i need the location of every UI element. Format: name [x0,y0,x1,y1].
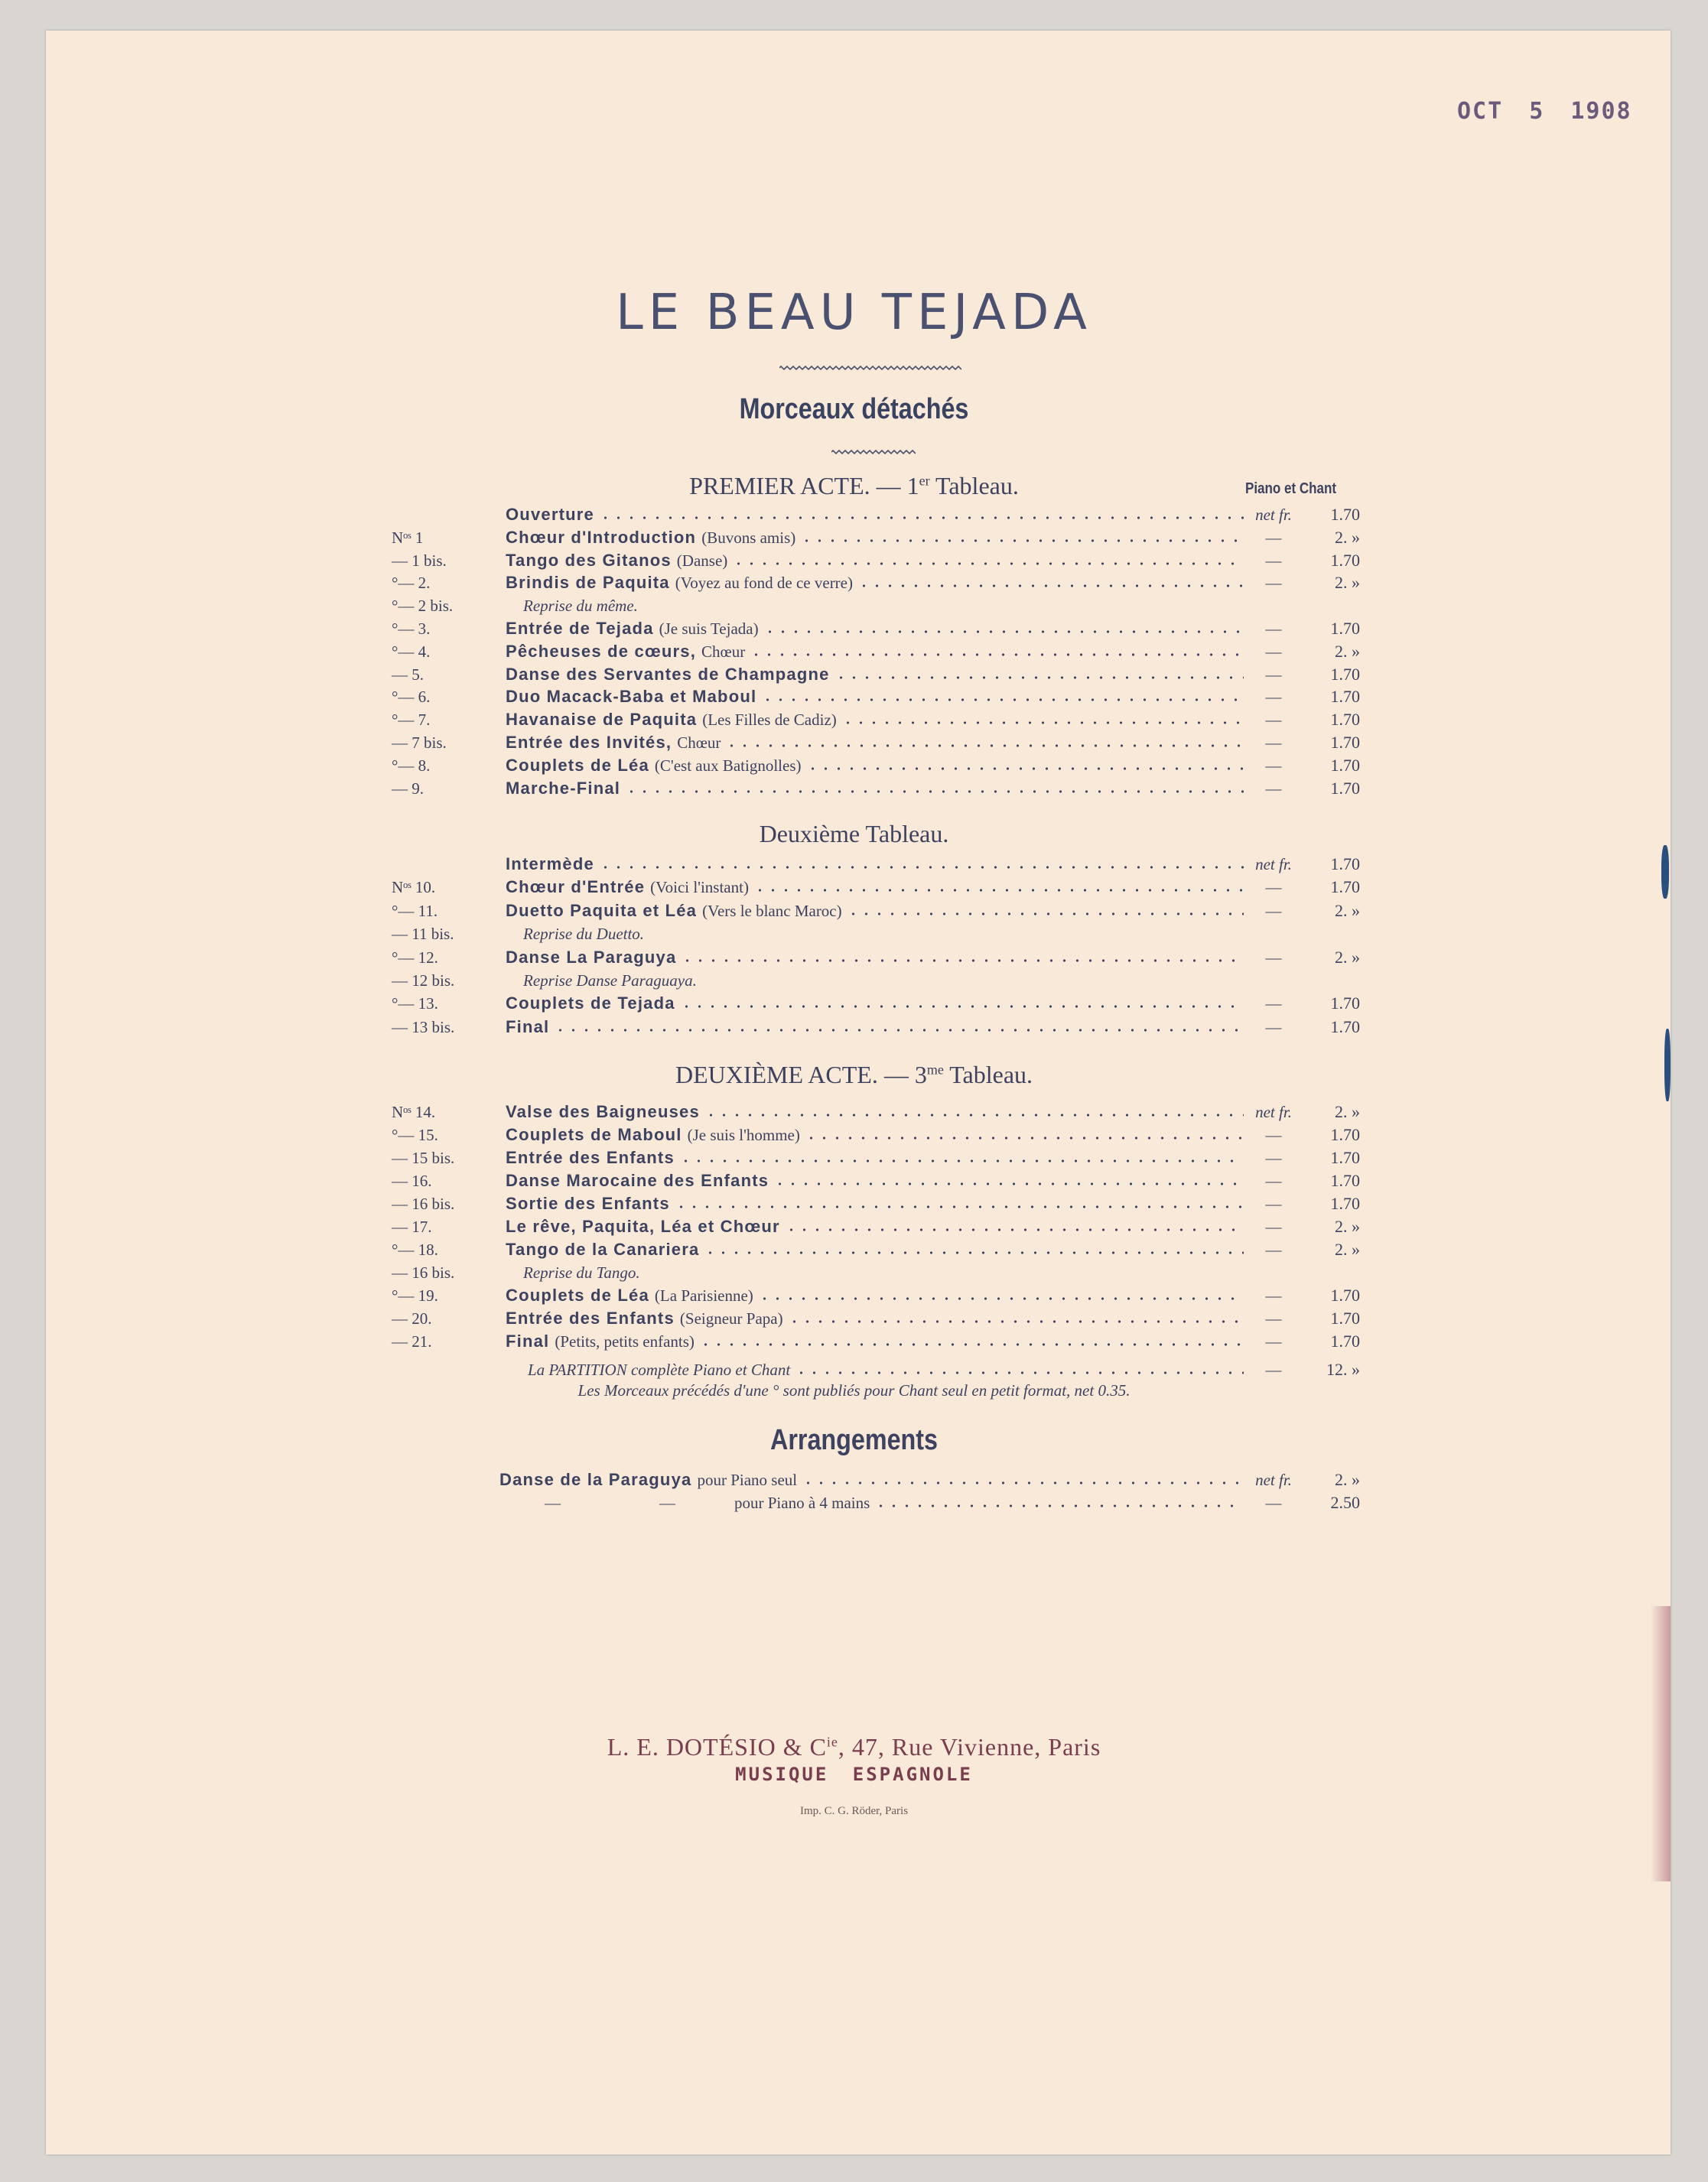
tableau-sup: me [926,1062,944,1078]
table-row [0,1169,1708,1192]
table-row [0,640,1708,663]
dot-leader [857,580,1244,588]
item-title: Tango de la Canariera [506,1240,700,1259]
item-number: — 16. [392,1172,432,1190]
price: 1.70 [1330,877,1360,897]
price: 1.70 [1330,778,1360,798]
item-subtitle: Chœur [677,733,721,752]
item-number: °— 12. [392,948,438,967]
item-subtitle: (C'est aux Batignolles) [654,756,802,775]
item-number: °— 6. [392,688,431,707]
ink-mark [1664,1029,1671,1101]
table-row [0,549,1708,572]
item-number: °— 11. [392,901,438,920]
item-title: Le rêve, Paquita, Léa et Chœur [506,1217,780,1236]
table-row [0,594,1708,617]
item-title: Pêcheuses de cœurs, [506,641,697,661]
item-number: — 1 bis. [392,551,447,570]
item-body [506,876,1244,899]
table-row [0,1192,1708,1215]
price: 1.70 [1330,1309,1360,1328]
item-title: Chœur d'Introduction [506,527,697,547]
dot-leader [680,1001,1244,1009]
table-row [0,969,1708,992]
price: 1.70 [1330,687,1360,707]
price-mark: — [1265,779,1282,798]
dot-leader [704,1247,1244,1255]
price: 1.70 [1330,710,1360,730]
price-mark: — [1265,1149,1282,1167]
publisher-sup: ie [826,1734,838,1750]
table-row [0,708,1708,731]
printer-credit: Imp. C. G. Röder, Paris [799,1805,909,1817]
item-body [506,503,1244,526]
item-number: — 21. [392,1332,432,1351]
item-body [506,640,1244,663]
item-number: °— 4. [392,642,431,661]
item-title: Danse des Servantes de Champagne [506,664,830,684]
dot-leader [699,1339,1244,1347]
arrangement-instrument: pour Piano seul [697,1471,798,1489]
item-number: — 12 bis. [392,971,455,990]
sheet-page [46,31,1671,2154]
table-row [0,663,1708,686]
price: 2. » [1335,641,1360,661]
item-number: Nᵒˢ 1 [392,528,424,547]
item-number: — 15 bis. [392,1149,455,1167]
dot-leader [834,672,1244,680]
item-title: Tango des Gitanos [506,550,672,570]
item-body [506,526,1244,549]
dot-leader [847,909,1244,916]
item-title: Havanaise de Paquita [506,710,698,730]
item-subtitle: (Danse) [676,551,728,570]
dot-leader [874,1501,1244,1508]
item-number: °— 2. [392,574,431,593]
item-number: — 9. [392,779,424,798]
table-row [0,876,1708,899]
publisher-category: MUSIQUE ESPAGNOLE [735,1764,973,1785]
ditto-dash: — [659,1494,675,1512]
price-mark: — [1265,619,1282,638]
price: 2. » [1335,527,1360,547]
arrangement-row [0,1491,1708,1514]
price: 1.70 [1330,1332,1360,1351]
price-mark: — [1265,1309,1282,1328]
table-row [0,1146,1708,1169]
dot-leader [554,1025,1244,1032]
publisher-name: L. E. DOTÉSIO & C [607,1733,827,1761]
price-mark: — [1265,1241,1282,1259]
price-mark: — [1265,948,1282,967]
item-title: Couplets de Léa [506,755,649,775]
act-label: DEUXIÈME ACTE. — [675,1061,909,1088]
table-row [0,1124,1708,1146]
price: 2. » [1335,1240,1360,1259]
section-heading-deuxieme-tableau [0,820,1708,848]
item-number: — 7 bis. [392,733,447,752]
dot-leader [599,862,1244,870]
item-number: °— 13. [392,994,438,1013]
column-header-piano-chant: Piano et Chant [1245,480,1337,497]
item-subtitle: (Je suis Tejada) [659,619,759,638]
price-mark: — [1265,1494,1282,1512]
item-body [506,946,1244,969]
dot-leader [761,694,1244,702]
item-body [506,1215,1244,1238]
date-stamp: OCT 5 1908 [1457,98,1632,125]
price-mark: — [1265,756,1282,775]
item-title: Chœur d'Entrée [506,877,646,897]
item-number: °— 7. [392,711,431,730]
table-row [0,946,1708,969]
dot-leader [750,649,1244,657]
item-title: Ouverture [506,505,594,524]
item-body [523,969,1261,992]
item-body [506,899,1244,922]
price-mark: — [1265,1332,1282,1351]
item-subtitle: (Seigneur Papa) [679,1309,783,1328]
dot-leader [675,1202,1244,1209]
item-title: Couplets de Maboul [506,1125,682,1144]
price: 2. » [1335,573,1360,593]
item-body [506,663,1244,686]
item-body [506,1284,1244,1307]
item-title: Marche-Final [506,778,621,798]
price: 1.70 [1330,618,1360,638]
item-body [523,922,1261,945]
item-body [506,754,1244,777]
price: 1.70 [1330,732,1360,752]
item-body [506,992,1244,1015]
dot-leader [732,558,1244,566]
dot-leader [788,1316,1244,1324]
item-number: — 16 bis. [392,1195,455,1213]
price: 1.70 [1330,755,1360,775]
reprise-label: Reprise du même. [523,597,638,616]
item-number: °— 8. [392,756,431,775]
item-number: — 17. [392,1218,432,1236]
item-title: Entrée des Enfants [506,1309,675,1328]
price: 1.70 [1330,1125,1360,1144]
item-title: Entrée de Tejada [506,618,654,638]
item-subtitle: (Voyez au fond de ce verre) [675,574,853,593]
footnote: Les Morceaux précédés d'une ° sont publiés pour Chant seul en petit format, net 0.35. [577,1381,1131,1400]
table-row [0,1261,1708,1284]
price: 12. » [1326,1360,1360,1379]
dot-leader [725,740,1244,748]
item-title: Intermède [506,854,594,873]
price-mark: — [1265,665,1282,684]
dot-leader [679,1156,1244,1163]
table-row [0,1330,1708,1353]
price-mark: — [1265,528,1282,547]
item-subtitle: (Buvons amis) [701,528,796,547]
item-body [506,1307,1244,1330]
item-number: Nᵒˢ 10. [392,878,436,897]
price: 1.70 [1330,1194,1360,1213]
dot-leader [681,955,1244,963]
item-title: Duo Macack-Baba et Maboul [506,687,757,707]
price-mark: — [1265,551,1282,570]
section-heading-premier-acte [0,472,1708,500]
price-mark: net fr. [1255,855,1292,873]
table-row [0,754,1708,777]
price-mark: — [1265,901,1282,920]
dot-leader [806,763,1244,771]
item-subtitle: Chœur [701,642,746,661]
item-number: °— 3. [392,619,431,638]
item-title: Entrée des Invités, [506,732,672,752]
dot-leader [599,512,1244,520]
stain-mark [1651,1606,1671,1881]
dot-leader [802,1478,1244,1485]
table-row [0,992,1708,1015]
item-title: Entrée des Enfants [506,1148,675,1167]
ditto-dash: — [545,1494,561,1512]
partition-row [0,1358,1708,1381]
dot-leader [805,1133,1244,1140]
item-body [506,777,1244,800]
dot-leader [800,535,1244,543]
table-row [0,777,1708,800]
section-rows-deuxieme-tableau [0,853,1708,1039]
price: 2. » [1335,1102,1360,1121]
arrangements-rows [0,1468,1708,1514]
publisher-line [0,1733,1708,1761]
item-body [523,594,1261,617]
item-number: — 20. [392,1309,432,1328]
section-heading-deuxieme-acte [0,1061,1708,1089]
table-row [0,503,1708,526]
arrangement-row [0,1468,1708,1491]
item-body [506,853,1244,876]
item-title: Duetto Paquita et Léa [506,900,698,920]
page-title: LE BEAU TEJADA [616,285,1092,341]
table-row [0,685,1708,708]
table-row [0,1307,1708,1330]
item-body [506,617,1244,640]
item-number: — 11 bis. [392,925,454,944]
table-row [0,853,1708,876]
price: 1.70 [1330,854,1360,873]
price: 1.70 [1330,1148,1360,1167]
item-body [506,708,1244,731]
item-title: Brindis de Paquita [506,573,670,593]
price-mark: — [1265,574,1282,593]
item-body [506,1169,1244,1192]
table-row [0,922,1708,945]
price-mark: — [1265,733,1282,752]
dot-leader [795,1367,1244,1375]
item-number: °— 15. [392,1126,438,1144]
price-mark: net fr. [1255,1471,1292,1489]
tableau-number: 1 [906,472,919,499]
arrangements-heading: Arrangements [769,1424,938,1456]
item-number: °— 19. [392,1286,438,1305]
price-mark: — [1265,642,1282,661]
tableau-label: Tableau. [935,472,1019,499]
item-subtitle: (Les Filles de Cadiz) [702,711,837,730]
tableau-number: 3 [914,1061,927,1088]
arrangement-title: Danse de la Paraguya [499,1470,692,1489]
price-mark: net fr. [1255,1103,1292,1121]
dot-leader [763,626,1244,634]
price: 1.70 [1330,664,1360,684]
item-number: — 16 bis. [392,1263,455,1282]
price-mark: — [1265,1172,1282,1190]
section-rows-premier-acte [0,503,1708,799]
item-title: Valse des Baigneuses [506,1102,700,1121]
dot-leader [758,1293,1244,1301]
item-subtitle: (Vers le blanc Maroc) [702,901,842,920]
wavy-divider-small [831,448,916,456]
price: 2. » [1335,1470,1360,1489]
price-mark: — [1265,1361,1282,1379]
dot-leader [785,1224,1244,1232]
price-mark: net fr. [1255,506,1292,524]
item-body [506,1016,1244,1039]
price-mark: — [1265,1286,1282,1305]
item-number: Nᵒˢ 14. [392,1103,436,1121]
dot-leader [753,885,1244,893]
price: 1.70 [1330,505,1360,524]
item-body [506,1124,1244,1146]
reprise-label: Reprise Danse Paraguaya. [523,971,697,990]
item-body [506,1330,1244,1353]
item-title: Danse La Paraguya [506,947,677,967]
item-subtitle: (Petits, petits enfants) [555,1332,695,1351]
dot-leader [704,1110,1244,1117]
table-row [0,571,1708,594]
publisher-address: , 47, Rue Vivienne, Paris [838,1733,1101,1761]
table-row [0,617,1708,640]
price: 2. » [1335,900,1360,920]
item-title: Final [506,1016,550,1036]
price-mark: — [1265,1195,1282,1213]
price-mark: — [1265,688,1282,707]
item-title: Danse Marocaine des Enfants [506,1171,769,1190]
partition-label: La PARTITION complète Piano et Chant [528,1361,791,1379]
price-mark: — [1265,878,1282,897]
table-row [0,731,1708,754]
item-title: Final [506,1332,550,1351]
reprise-label: Reprise du Duetto. [523,925,645,944]
reprise-label: Reprise du Tango. [523,1263,640,1282]
price-mark: — [1265,711,1282,730]
item-body [506,1101,1244,1124]
item-body [506,685,1244,708]
item-body [523,1261,1261,1284]
item-body [506,1146,1244,1169]
arrangement-instrument: pour Piano à 4 mains [734,1494,870,1512]
table-row [0,1101,1708,1124]
dot-leader [841,717,1244,725]
item-number: — 5. [392,665,424,684]
item-body [506,1238,1244,1261]
item-body [506,731,1244,754]
item-number: °— 18. [392,1241,438,1259]
price: 2. » [1335,1217,1360,1236]
item-body [506,571,1244,594]
price: 1.70 [1330,1171,1360,1190]
subtitle: Morceaux détachés [739,393,969,425]
item-number: °— 2 bis. [392,597,454,616]
table-row [0,1016,1708,1039]
item-body [506,549,1244,572]
price-mark: — [1265,994,1282,1013]
price-mark: — [1265,1017,1282,1036]
table-row [0,1238,1708,1261]
tableau-label: Tableau. [949,1061,1033,1088]
price: 2.50 [1330,1493,1360,1512]
dot-leader [773,1179,1244,1186]
price: 1.70 [1330,550,1360,570]
price: 1.70 [1330,1286,1360,1305]
price: 1.70 [1330,1016,1360,1036]
wavy-divider [779,364,961,372]
item-number: — 13 bis. [392,1017,455,1036]
item-subtitle: (Je suis l'homme) [687,1126,800,1144]
price: 2. » [1335,947,1360,967]
item-title: Couplets de Léa [506,1286,649,1305]
item-title: Couplets de Tejada [506,993,675,1013]
ink-mark [1661,845,1669,899]
item-subtitle: (Voici l'instant) [650,878,749,897]
price-mark: — [1265,1218,1282,1236]
act-label: Deuxième Tableau. [759,820,949,847]
price-mark: — [1265,1126,1282,1144]
table-row [0,1284,1708,1307]
section-rows-deuxieme-acte [0,1101,1708,1353]
dot-leader [625,786,1244,794]
table-row [0,899,1708,922]
item-body [506,1192,1244,1215]
tableau-sup: er [919,473,930,489]
table-row [0,1215,1708,1238]
item-title: Sortie des Enfants [506,1194,670,1213]
act-label: PREMIER ACTE. — [689,472,901,499]
table-row [0,526,1708,549]
price: 1.70 [1330,993,1360,1013]
item-subtitle: (La Parisienne) [654,1286,753,1305]
